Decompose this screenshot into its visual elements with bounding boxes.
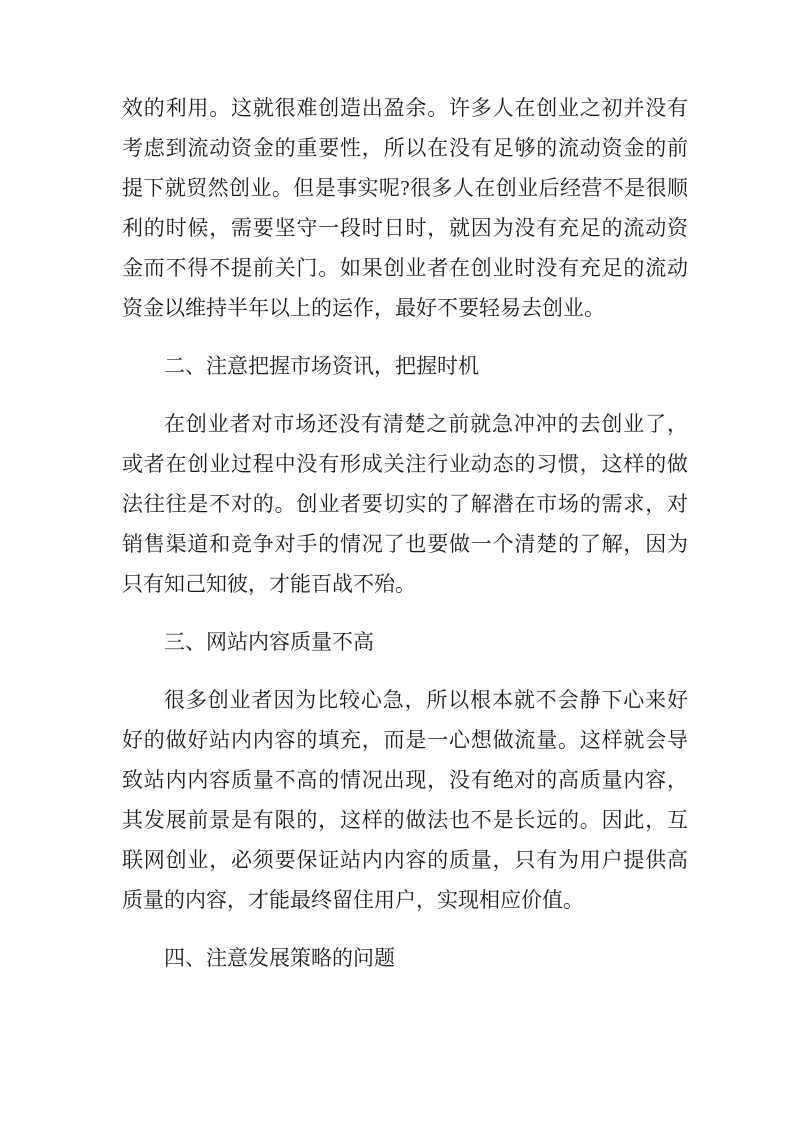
paragraph-content-quality: 很多创业者因为比较心急，所以根本就不会静下心来好好的做好站内内容的填充，而是一心想做流量。这样就会导致站内内容质量不高的情况出现，没有绝对的高质量内容，其发展前景是有限的，这样的做法也不是长远的。因此，互联网创业，必须要保证站内内容的质量，只有为用户提供高质量的内容，才能最终留住用户，实现相应价值。 — [122, 688, 688, 912]
paragraph-working-capital: 效的利用。这就很难创造出盈余。许多人在创业之初并没有考虑到流动资金的重要性，所以在没有足够的流动资金的前提下就贸然创业。但是事实呢?很多人在创业后经营不是很顺利的时候，需要坚守一段时日时，就因为没有充足的流动资金而不得不提前关门。如果创业者在创业时没有充足的流动资金以维持半年以上的运作，最好不要轻易去创业。 — [122, 96, 688, 320]
section-heading-development-strategy: 四、注意发展策略的问题 — [164, 946, 395, 970]
section-heading-content-quality: 三、网站内容质量不高 — [164, 630, 374, 654]
section-heading-market-info: 二、注意把握市场资讯，把握时机 — [164, 354, 479, 378]
paragraph-market-info: 在创业者对市场还没有清楚之前就急冲冲的去创业了，或者在创业过程中没有形成关注行业动态的习惯，这样的做法往往是不对的。创业者要切实的了解潜在市场的需求，对销售渠道和竞争对手的情况了也要做一个清楚的了解，因为只有知己知彼，才能百战不殆。 — [122, 412, 688, 596]
